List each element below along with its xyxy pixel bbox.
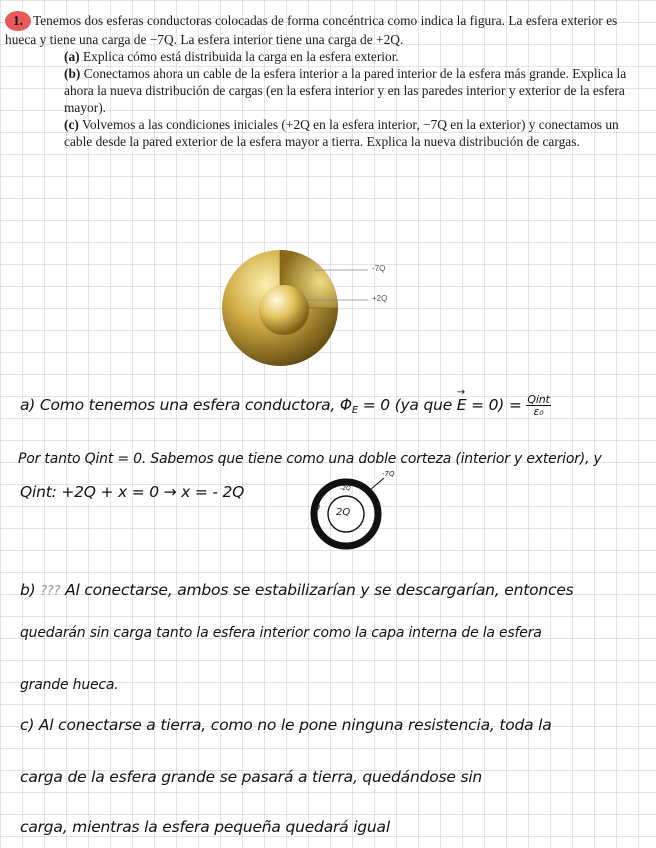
flux-symbol: Φ	[339, 396, 352, 414]
answer-c-line2: carga de la esfera grande se pasará a tierra, quedándose sin	[20, 768, 483, 786]
gauss-fraction	[526, 394, 550, 417]
answer-b-line1	[20, 581, 574, 599]
problem-parts	[5, 48, 645, 150]
answer-a-line1-mid: = 0 (ya que	[362, 396, 453, 414]
problem-intro-text: Tenemos dos esferas conductoras colocadas de forma concéntrica como indica la figura. La esfera exterior es hueca y tiene una carga de −7Q. La esfera interior tiene una carga de +2Q.	[5, 13, 618, 47]
mini-outer-label: -7Q	[382, 470, 395, 478]
part-a	[64, 48, 645, 65]
answer-a-line1-prefix: a) Como tenemos una esfera conductora,	[20, 396, 336, 414]
part-c-text: Volvemos a las condiciones iniciales (+2Q en la esfera interior, −7Q en la exterior) y conectamos un cable desde la pared exterior de la esfera mayor a tierra. Explica la nueva distribución de cargas.	[64, 117, 619, 149]
part-a-label: (a)	[64, 49, 80, 64]
part-b	[64, 65, 645, 116]
gauss-fraction-bottom: ε₀	[533, 405, 544, 418]
efield-vector: → E	[456, 387, 467, 414]
answer-c-line3: carga, mientras la esfera pequeña quedará igual	[20, 818, 390, 836]
answer-b-qmarks: ???	[40, 584, 61, 599]
efield-symbol: E	[456, 396, 467, 414]
charge-ring-diagram	[298, 470, 408, 555]
flux-subscript: E	[351, 405, 358, 416]
part-a-text: Explica cómo está distribuida la carga en la esfera exterior.	[82, 49, 399, 64]
answer-a-line1	[20, 387, 551, 418]
part-c-label: (c)	[64, 117, 79, 132]
sphere-illustration	[220, 238, 420, 378]
inner-sphere	[259, 285, 309, 335]
concentric-spheres-figure	[220, 238, 420, 383]
part-b-text: Conectamos ahora un cable de la esfera interior a la pared interior de la esfera más grande. Explica la ahora la nueva distribución de cargas (en la esfera interior y en las paredes interior y exterior de la esfera mayor).	[64, 66, 627, 115]
problem-intro	[5, 11, 645, 48]
outer-charge-arrow	[370, 478, 384, 490]
problem-number: 1.	[5, 11, 31, 31]
answer-a-line1-end: = 0) =	[471, 396, 522, 414]
mini-zero-label: 0	[315, 503, 321, 512]
gauss-fraction-top: Qint	[527, 393, 550, 406]
answer-b-line1-text: Al conectarse, ambos se estabilizarían y se descargarían, entonces	[65, 581, 574, 599]
problem-statement	[5, 11, 645, 150]
part-b-label: (b)	[64, 66, 81, 81]
answer-b-prefix: b)	[20, 581, 36, 599]
answer-b-line2: quedarán sin carga tanto la esfera interior como la capa interna de la esfera	[20, 625, 542, 641]
answer-b-line3: grande hueca.	[20, 677, 119, 693]
answer-c-line1: c) Al conectarse a tierra, como no le pone ninguna resistencia, toda la	[20, 716, 552, 734]
answer-a-line3: Qint: +2Q + x = 0 → x = - 2Q	[20, 483, 245, 501]
mini-inner-label: 2Q	[336, 507, 351, 518]
answer-a-line2: Por tanto Qint = 0. Sabemos que tiene como una doble corteza (interior y exterior), y	[18, 451, 602, 467]
outer-charge-label: -7Q	[372, 264, 386, 273]
inner-charge-label: +2Q	[372, 294, 388, 303]
mini-middle-label: -2Q	[340, 485, 351, 492]
part-c	[64, 116, 645, 150]
